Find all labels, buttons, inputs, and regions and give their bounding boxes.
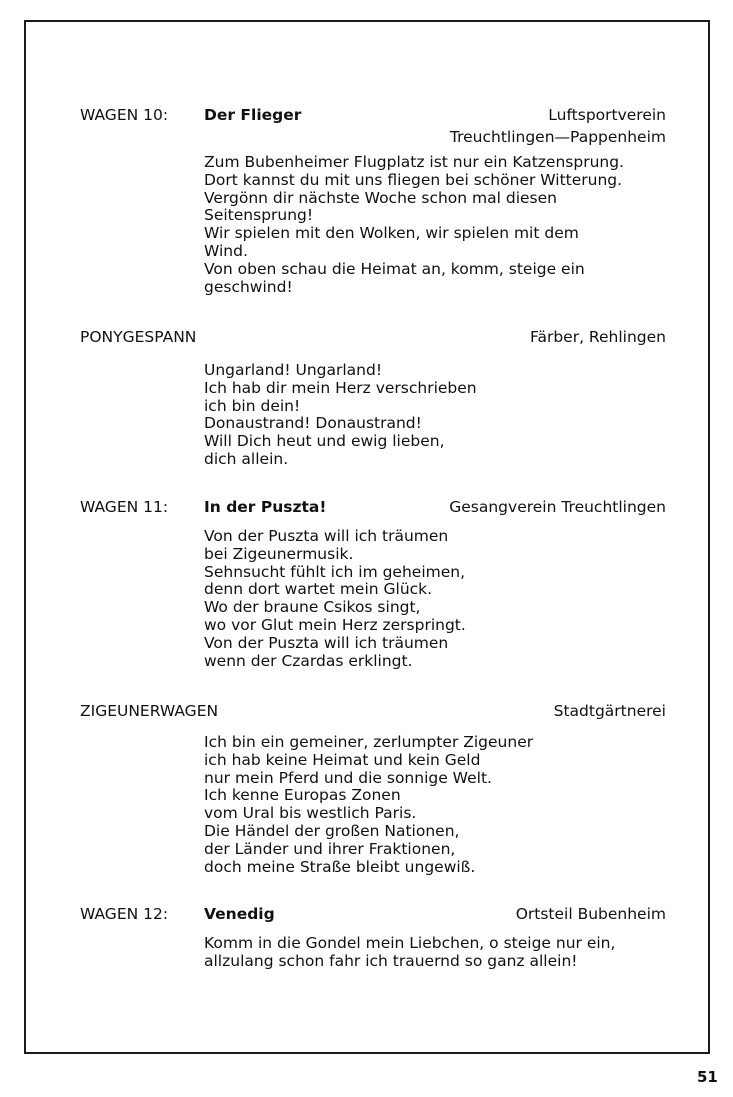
verse-line: Sehnsucht fühlt ich im geheimen,	[204, 562, 466, 581]
verse-line: dich allein.	[204, 449, 289, 468]
verse-line: nur mein Pferd und die sonnige Welt.	[204, 768, 492, 787]
verse-line: Zum Bubenheimer Flugplatz ist nur ein Katzensprung.	[204, 153, 624, 171]
verse	[204, 154, 674, 296]
float-title: Venedig	[204, 905, 275, 923]
float-label: WAGEN 12:	[80, 905, 169, 923]
section-wagen-10	[80, 104, 670, 296]
verse-line: doch meine Straße bleibt ungewiß.	[204, 857, 476, 876]
verse-line: Von oben schau die Heimat an, komm, steige ein	[204, 259, 585, 278]
verse-line: Will Dich heut und ewig lieben,	[204, 432, 445, 451]
verse-line: Vergönn dir nächste Woche schon mal diesen	[204, 188, 557, 207]
verse-line: Von der Puszta will ich träumen	[204, 633, 449, 652]
verse-line: ich hab keine Heimat und kein Geld	[204, 750, 481, 769]
section-header	[80, 104, 670, 146]
verse-line: ich bin dein!	[204, 396, 301, 415]
verse-line: denn dort wartet mein Glück.	[204, 580, 433, 599]
section-wagen-11	[80, 496, 670, 670]
float-label: WAGEN 10:	[80, 106, 169, 124]
verse-line: vom Ural bis westlich Paris.	[204, 804, 417, 823]
verse-line: Dort kannst du mit uns fliegen bei schöner Witterung.	[204, 170, 623, 189]
sponsor-name: Luftsportverein	[548, 106, 666, 124]
float-label: ZIGEUNERWAGEN	[80, 702, 219, 720]
sponsor-name: Ortsteil Bubenheim	[515, 905, 666, 923]
verse-line: allzulang schon fahr ich trauernd so ganz allein!	[204, 951, 578, 970]
float-title: In der Puszta!	[204, 498, 327, 516]
verse-line: Ich bin ein gemeiner, zerlumpter Zigeuner	[204, 733, 534, 751]
sponsor-name: Stadtgärtnerei	[553, 702, 666, 720]
section-header	[80, 700, 670, 722]
verse-line: geschwind!	[204, 277, 293, 296]
verse-line: Wir spielen mit den Wolken, wir spielen mit dem	[204, 224, 579, 243]
section-header	[80, 326, 670, 348]
verse-line: Donaustrand! Donaustrand!	[204, 414, 422, 433]
verse-line: wo vor Glut mein Herz zerspringt.	[204, 615, 466, 634]
verse-line: Wo der braune Csikos singt,	[204, 598, 421, 617]
verse-line: Seitensprung!	[204, 206, 314, 225]
verse-line: Die Händel der großen Nationen,	[204, 821, 460, 840]
verse	[204, 528, 674, 670]
verse-line: bei Zigeunermusik.	[204, 544, 354, 563]
section-header	[80, 496, 670, 518]
verse-line: wenn der Czardas erklingt.	[204, 651, 413, 670]
verse-line: Wind.	[204, 241, 248, 260]
float-label: WAGEN 11:	[80, 498, 169, 516]
section-header	[80, 903, 670, 925]
section-ponygespann	[80, 326, 670, 468]
verse-line: Von der Puszta will ich träumen	[204, 527, 449, 545]
verse	[204, 935, 674, 971]
float-label: PONYGESPANN	[80, 328, 197, 346]
section-wagen-12	[80, 903, 670, 970]
sponsor-location: Treuchtlingen—Pappenheim	[449, 128, 666, 146]
sponsor-name: Gesangverein Treuchtlingen	[449, 498, 666, 516]
sponsor-name: Färber, Rehlingen	[529, 328, 666, 346]
verse-line: Komm in die Gondel mein Liebchen, o steige nur ein,	[204, 934, 616, 952]
verse	[204, 362, 674, 469]
verse-line: Ich hab dir mein Herz verschrieben	[204, 378, 477, 397]
verse-line: der Länder und ihrer Fraktionen,	[204, 839, 456, 858]
verse	[204, 734, 674, 876]
page-number: 51	[697, 1068, 718, 1086]
verse-line: Ich kenne Europas Zonen	[204, 786, 401, 805]
float-title: Der Flieger	[204, 106, 302, 124]
section-zigeunerwagen	[80, 700, 670, 876]
verse-line: Ungarland! Ungarland!	[204, 361, 383, 379]
